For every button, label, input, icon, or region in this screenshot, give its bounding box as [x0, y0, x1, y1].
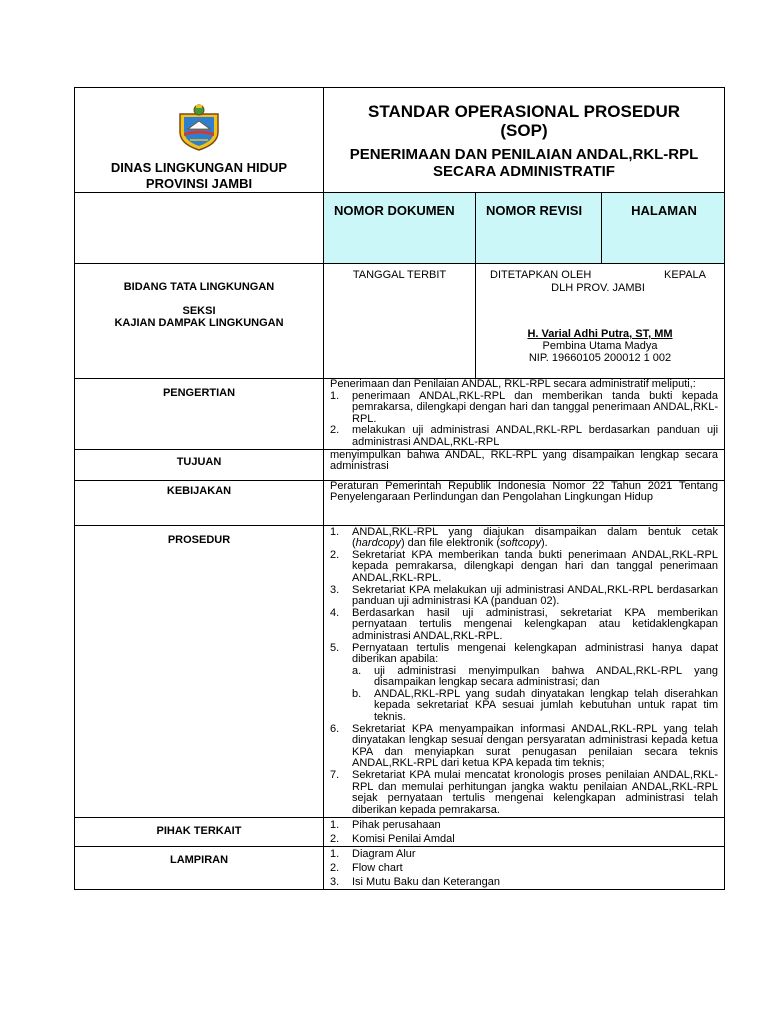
- prosedur-content: [324, 525, 725, 818]
- ditetapkan-oleh: DITETAPKAN OLEH: [490, 269, 592, 281]
- org-line2: PROVINSI JAMBI: [145, 176, 253, 191]
- ditetapkan-line2: DLH PROV. JAMBI: [551, 282, 645, 294]
- nomor-revisi-cell: NOMOR REVISI: [476, 193, 602, 264]
- lampiran-list: [330, 847, 718, 889]
- pejabat-nip: NIP. 19660105 200012 1 002: [528, 352, 672, 364]
- ditetapkan-line1: [490, 269, 706, 282]
- pejabat-name: H. Varial Adhi Putra, ST, MM: [527, 328, 673, 340]
- pihak-terkait-content: [324, 818, 725, 847]
- subtitle-line1: PENERIMAAN DAN PENILAIAN ANDAL,RKL-RPL: [349, 146, 699, 163]
- pengertian-label: PENGERTIAN: [75, 379, 324, 450]
- org-line1: DINAS LINGKUNGAN HIDUP: [110, 160, 288, 175]
- list-item: 2. Sekretariat KPA memberikan tanda bukti penerimaan ANDAL,RKL-RPL kepada pemrakarsa, dilengkapi dengan hari dan tanggal penerimaan ANDAL,RKL-RPL.: [330, 548, 719, 584]
- pengertian-intro: Penerimaan dan Penilaian ANDAL, RKL-RPL secara administratif meliputi,:: [330, 378, 696, 390]
- list-item: 1. Pihak perusahaan: [330, 819, 441, 832]
- pejabat-rank: Pembina Utama Madya: [542, 340, 658, 352]
- seksi-line2: KAJIAN DAMPAK LINGKUNGAN: [114, 317, 284, 329]
- title-line1: STANDAR OPERASIONAL PROSEDUR: [368, 102, 681, 121]
- title-cell: [324, 88, 725, 193]
- lampiran-label: LAMPIRAN: [75, 847, 324, 890]
- list-item: 1. ANDAL,RKL-RPL yang diajukan disampaikan dalam bentuk cetak (hardcopy) dan file elektronik (softcopy).: [330, 525, 719, 550]
- tanggal-terbit-cell: TANGGAL TERBIT: [324, 264, 476, 379]
- list-item: a. uji administrasi menyimpulkan bahwa ANDAL,RKL-RPL yang disampaikan lengkap secara administrasi; dan: [352, 664, 719, 689]
- list-item: 3. Isi Mutu Baku dan Keterangan: [330, 876, 500, 889]
- kebijakan-label: KEBIJAKAN: [75, 480, 324, 525]
- page-subtitle: [324, 146, 724, 180]
- list-item: 5. Pernyataan tertulis mengenai kelengkapan administrasi hanya dapat diberikan apabila: a. uji administrasi menyimpulkan bahwa ANDAL,RKL-RPL yang disampaikan lengkap secara administrasi; dan b. ANDAL,RKL-RPL yang sudah dinyatakan lengkap telah diserahkan kepada sekretariat KPA sesuai jumlah kebutuhan untuk rapat tim teknis.: [330, 641, 719, 724]
- list-item: 7. Sekretariat KPA mulai mencatat kronologis proses penilaian ANDAL,RKL-RPL dan memulai perhitungan jangka waktu penilaian ANDAL,RKL-RPL sejak pernyataan tertulis mengenai kelengkapan administrasi telah diberikan kepada pemrakarsa.: [330, 769, 719, 816]
- page-title: [324, 102, 724, 140]
- list-item: 4. Berdasarkan hasil uji administrasi, sekretariat KPA memberikan pernyataan tertulis mengenai kelengkapan atau ketidaklengkapan administrasi ANDAL,RKL-RPL.: [330, 606, 719, 642]
- org-name: [75, 160, 323, 192]
- pengertian-list: [330, 391, 718, 449]
- ditetapkan-cell: [476, 264, 725, 379]
- blank-cell: [75, 193, 324, 264]
- lampiran-content: [324, 847, 725, 890]
- pihak-terkait-list: [330, 818, 718, 846]
- list-item: 1. penerimaan ANDAL,RKL-RPL dan memberikan tanda bukti kepada pemrakarsa, dilengkapi dengan hari dan tanggal penerimaan ANDAL,RKL-RPL.: [330, 389, 719, 425]
- seksi-line1: SEKSI: [182, 305, 216, 317]
- ditetapkan-kepala: KEPALA: [664, 269, 707, 281]
- list-item: 2. Komisi Penilai Amdal: [330, 833, 455, 846]
- nomor-dokumen-cell: NOMOR DOKUMEN: [324, 193, 476, 264]
- signature-block: [476, 328, 724, 364]
- list-item: 2. Flow chart: [330, 862, 403, 875]
- pengertian-content: [324, 379, 725, 450]
- pihak-terkait-label: PIHAK TERKAIT: [75, 818, 324, 847]
- list-item: 2. melakukan uji administrasi ANDAL,RKL-RPL berdasarkan panduan uji administrasi ANDAL,RKL-RPL: [330, 424, 719, 448]
- prosedur-sublist: [352, 666, 718, 724]
- jambi-province-emblem-icon: [174, 102, 224, 152]
- bidang-label: BIDANG TATA LINGKUNGAN: [123, 281, 275, 293]
- org-cell: [75, 88, 324, 193]
- seksi-label: [75, 305, 323, 329]
- tujuan-content: menyimpulkan bahwa ANDAL, RKL-RPL yang disampaikan lengkap secara administrasi: [324, 449, 725, 480]
- ditetapkan-block: [476, 264, 724, 295]
- list-item: 1. Diagram Alur: [330, 848, 416, 861]
- prosedur-label: PROSEDUR: [75, 525, 324, 818]
- subtitle-line2: SECARA ADMINISTRATIF: [433, 163, 615, 180]
- list-item: 3. Sekretariat KPA melakukan uji administrasi ANDAL,RKL-RPL berdasarkan panduan uji administrasi KA (panduan 02).: [330, 583, 719, 608]
- list-item: b. ANDAL,RKL-RPL yang sudah dinyatakan lengkap telah diserahkan kepada sekretariat KPA sesuai jumlah kebutuhan untuk rapat tim teknis.: [352, 687, 719, 724]
- list-item: 6. Sekretariat KPA menyampaikan informasi ANDAL,RKL-RPL yang telah dinyatakan lengkap sesuai dengan persyaratan administrasi kepada ketua KPA dan menyiapkan surat penugasan penilaian secara teknis ANDAL,RKL-RPL dari ketua KPA kepada tim teknis;: [330, 722, 719, 770]
- title-line2: (SOP): [500, 121, 548, 140]
- unit-cell: [75, 264, 324, 379]
- kebijakan-content: Peraturan Pemerintah Republik Indonesia Nomor 22 Tahun 2021 Tentang Penyelengaraan Perlindungan dan Pengolahan Lingkungan Hidup: [324, 480, 725, 525]
- tujuan-label: TUJUAN: [75, 449, 324, 480]
- prosedur-list: [330, 527, 718, 817]
- sop-table: [74, 87, 725, 890]
- halaman-cell: HALAMAN: [602, 193, 725, 264]
